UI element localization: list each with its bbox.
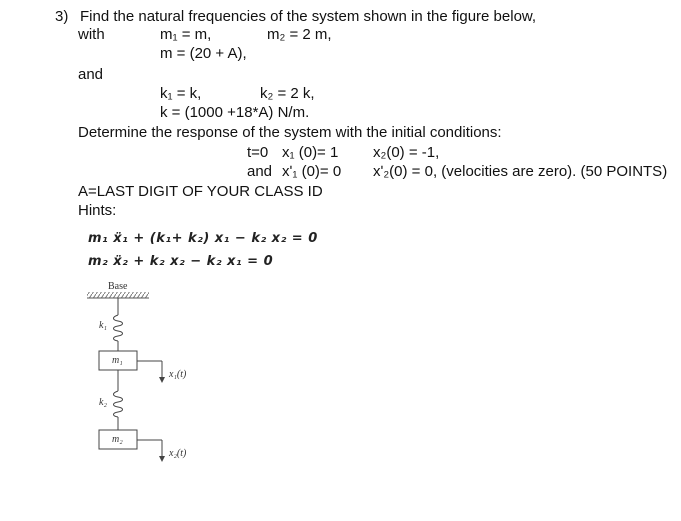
initial-velocity-x1: xʹ₁ (0)= 0 [282, 163, 342, 180]
base-ground [87, 292, 149, 298]
figure-k1-label: k₁ [99, 320, 107, 331]
initial-x1: x₁ (0)= 1 [282, 144, 339, 161]
problem-number: 3) [55, 8, 69, 25]
figure-k2-label: k₂ [99, 397, 107, 408]
problem-intro: Find the natural frequencies of the system shown in the figure below, [80, 8, 537, 25]
figure-m2-label: m₂ [112, 434, 123, 445]
hint-equation-1: m₁ ẍ₁ + (k₁+ k₂) x₁ − k₂ x₂ = 0 [88, 231, 318, 246]
spring-k1-coil [114, 315, 123, 341]
m1-definition: m₁ = m, [160, 26, 212, 43]
k2-definition: k₂ = 2 k, [260, 85, 315, 102]
hint-equation-2: m₂ ẍ₂ + k₂ x₂ − k₂ x₁ = 0 [88, 254, 274, 269]
m-definition: m = (20 + A), [160, 45, 247, 62]
figure-x2-label: x₂(t) [169, 448, 187, 459]
initial-time: t=0 [247, 144, 269, 161]
a-definition: A=LAST DIGIT OF YOUR CLASS ID [78, 183, 323, 200]
k1-definition: k₁ = k, [160, 85, 202, 102]
x2-arrow-head [159, 456, 165, 462]
x1-arrow-head [159, 377, 165, 383]
with-label: with [78, 26, 105, 43]
k-definition: k = (1000 +18*A) N/m. [160, 104, 310, 121]
initial-x2: x₂(0) = -1, [373, 144, 440, 161]
m2-definition: m₂ = 2 m, [267, 26, 332, 43]
spring-k2-coil [114, 391, 123, 417]
determine-text: Determine the response of the system with the initial conditions: [78, 124, 502, 141]
initial-and: and [247, 163, 273, 180]
figure-base-label: Base [108, 281, 128, 292]
initial-velocity-x2: xʹ₂(0) = 0, (velocities are zero). (50 POINTS) [373, 163, 668, 180]
figure-x1-label: x₁(t) [169, 369, 187, 380]
hints-heading: Hints: [78, 202, 117, 219]
and-label: and [78, 66, 104, 83]
figure-m1-label: m₁ [112, 355, 123, 366]
